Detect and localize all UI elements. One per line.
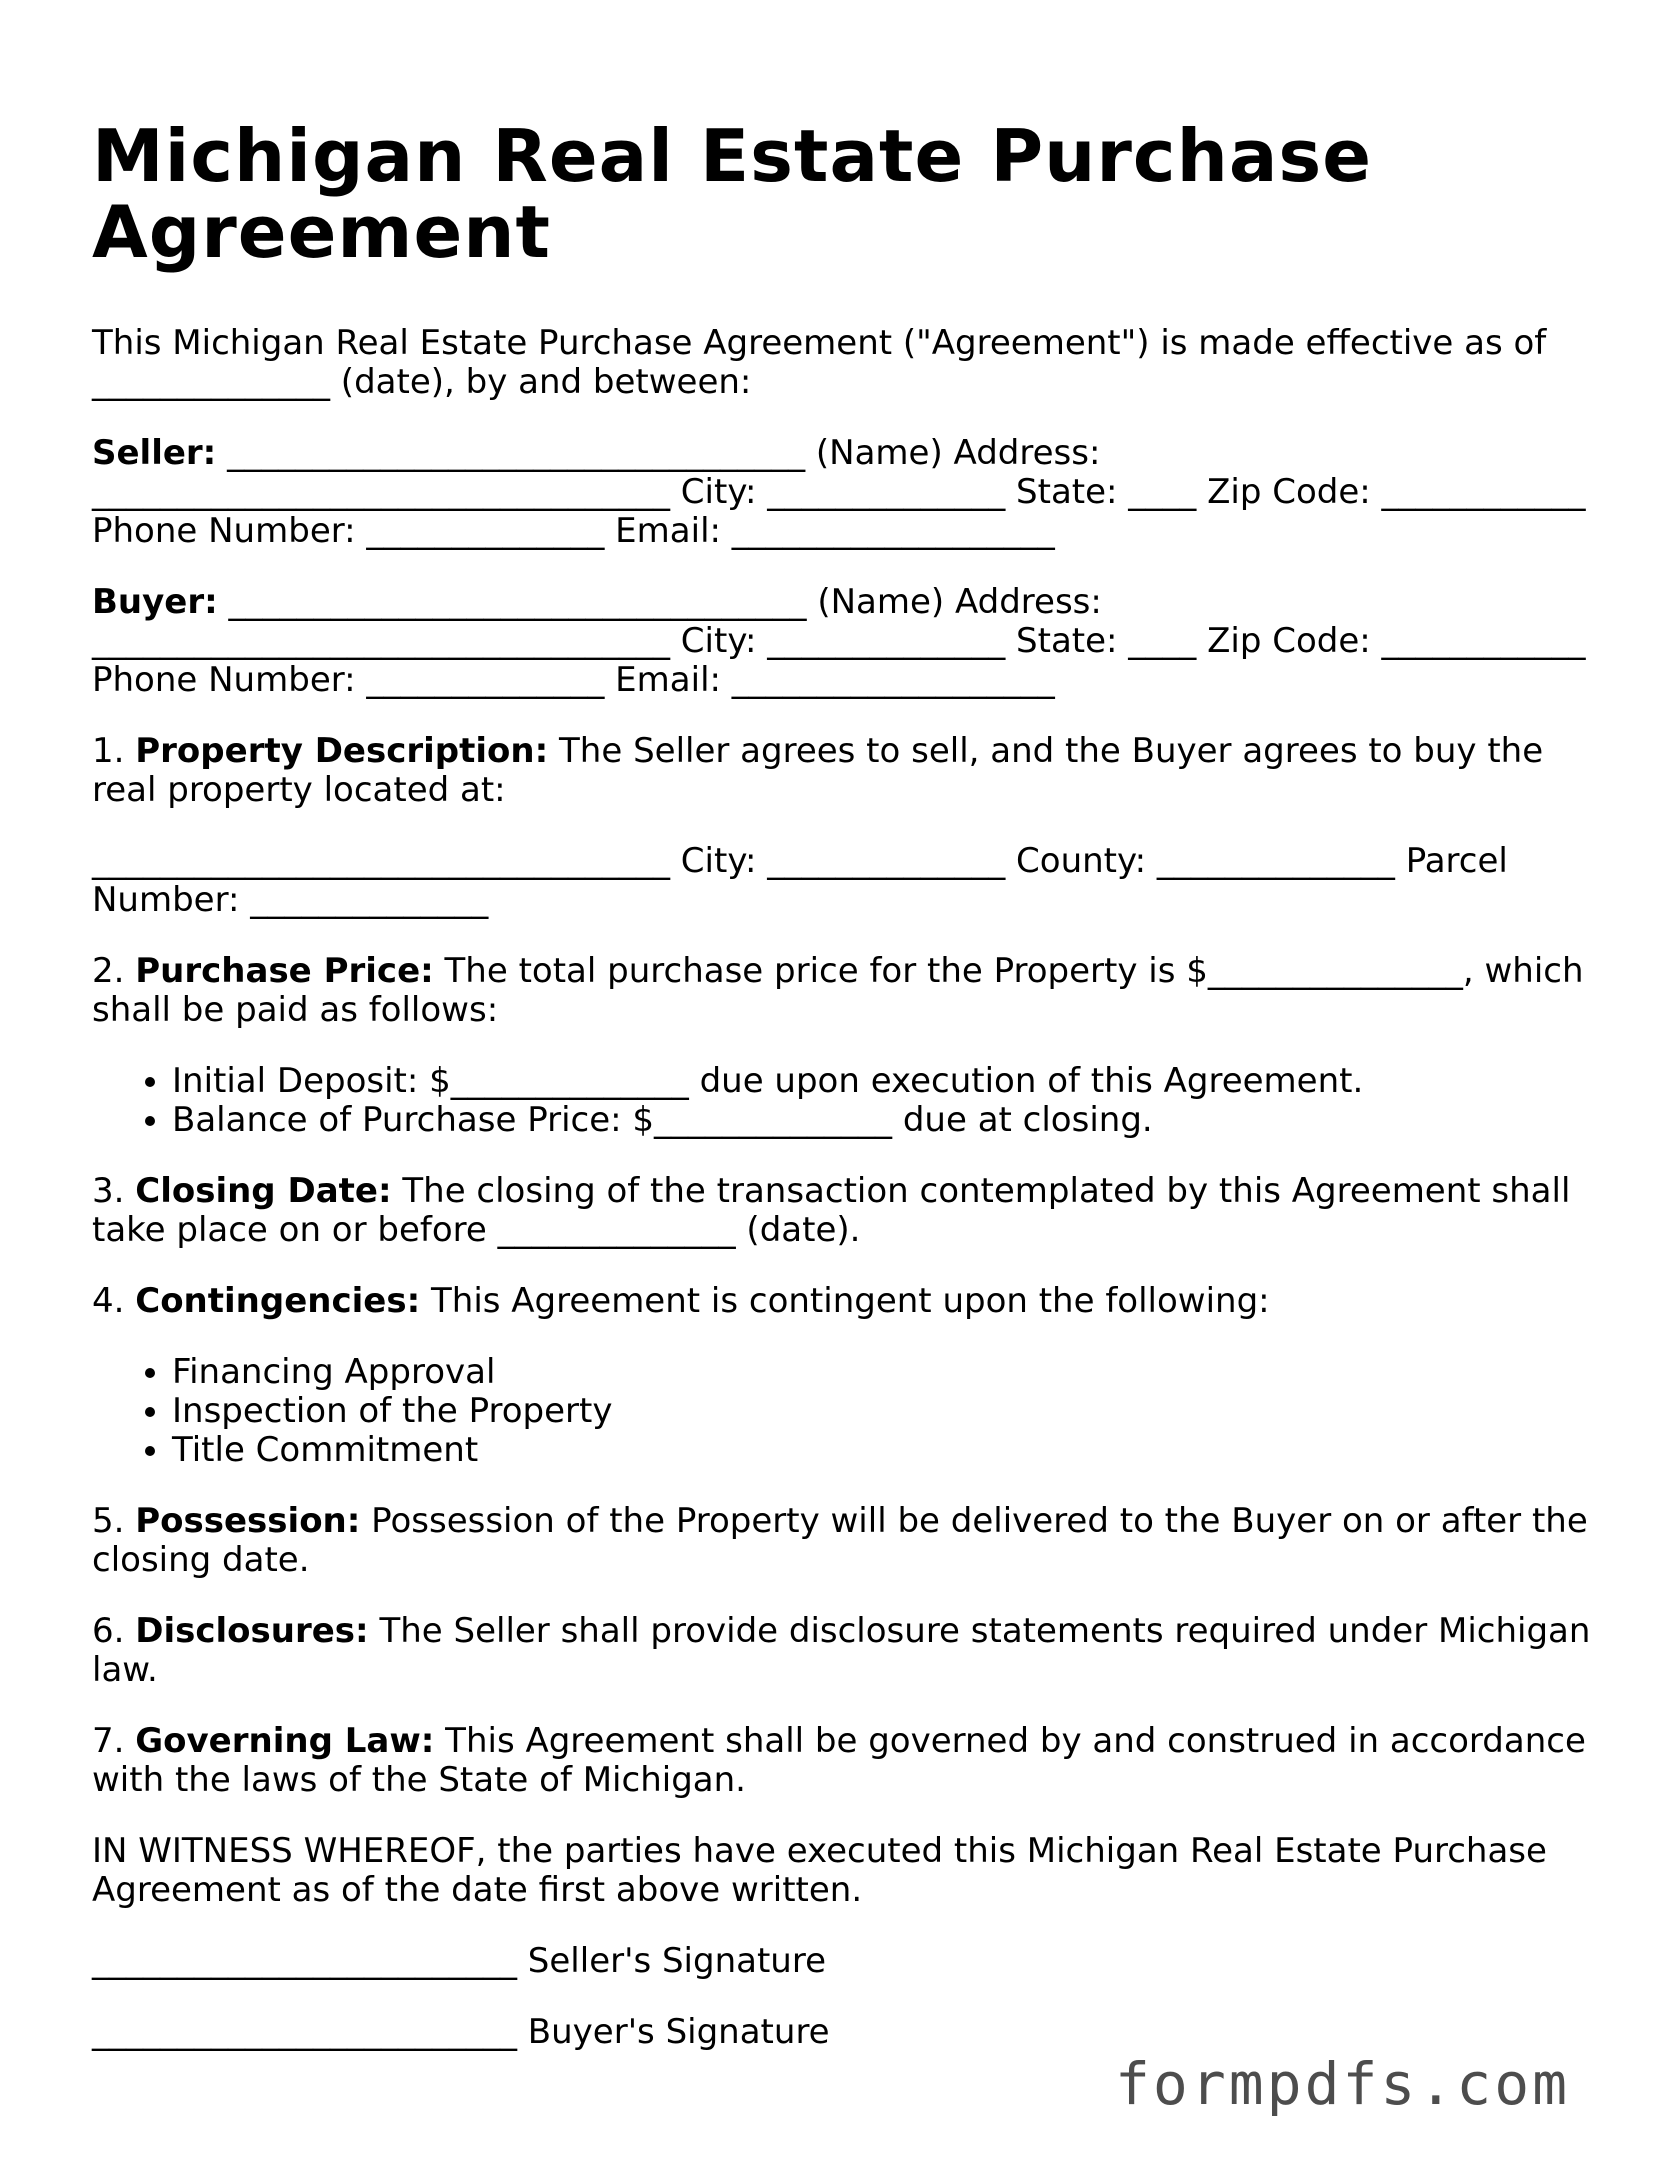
contingency-list xyxy=(92,1353,1592,1470)
section-text: The Seller shall provide disclosure statements required under Michigan law. xyxy=(92,1611,1591,1690)
buyer-label: Buyer: xyxy=(92,582,218,622)
section-number: 2. xyxy=(92,951,136,991)
list-item: • Financing Approval xyxy=(172,1353,1592,1392)
section-closing-date xyxy=(92,1172,1592,1250)
section-number: 4. xyxy=(92,1281,136,1321)
section-text: This Agreement is contingent upon the following: xyxy=(420,1281,1270,1321)
witness-paragraph: IN WITNESS WHEREOF, the parties have executed this Michigan Real Estate Purchase Agreement as of the date first above written. xyxy=(92,1831,1547,1910)
section-heading: Purchase Price: xyxy=(135,951,434,991)
section-text: Possession of the Property will be delivered to the Buyer on or after the closing date. xyxy=(92,1501,1588,1580)
section-heading: Property Description: xyxy=(135,731,549,771)
section-heading: Contingencies: xyxy=(135,1281,421,1321)
property-fields: __________________________________ City: ______________ County: ______________ Parcel Number: ______________ xyxy=(92,841,1508,920)
seller-fields: __________________________________ (Name) Address: __________________________________ City: ______________ State: ____ Zip Code: ____________ Phone Number: ______________ Email: ___________________ xyxy=(92,433,1586,551)
section-heading: Possession: xyxy=(135,1501,361,1541)
section-contingencies xyxy=(92,1282,1592,1321)
section-heading: Closing Date: xyxy=(135,1171,392,1211)
section-heading: Governing Law: xyxy=(135,1721,435,1761)
section-property-description xyxy=(92,732,1592,810)
section-text: The closing of the transaction contemplated by this Agreement shall take place on or before ______________ (date). xyxy=(92,1171,1571,1250)
document-title: Michigan Real Estate Purchase Agreement xyxy=(92,114,1373,274)
section-number: 7. xyxy=(92,1721,136,1761)
buyer-signature-line: _________________________ Buyer's Signature xyxy=(92,2012,830,2052)
section-number: 1. xyxy=(92,731,136,771)
payment-list xyxy=(92,1062,1592,1140)
section-text: The total purchase price for the Property is $_______________, which shall be paid as follows: xyxy=(92,951,1584,1030)
seller-signature-line: _________________________ Seller's Signature xyxy=(92,1941,826,1981)
buyer-block xyxy=(92,583,1592,700)
section-text: This Agreement shall be governed by and construed in accordance with the laws of the State of Michigan. xyxy=(92,1721,1586,1800)
seller-label: Seller: xyxy=(92,433,217,473)
list-item: • Inspection of the Property xyxy=(172,1392,1592,1431)
section-purchase-price xyxy=(92,952,1592,1030)
section-disclosures xyxy=(92,1612,1592,1690)
document-page xyxy=(92,114,1592,2084)
list-item: • Balance of Purchase Price: $______________ due at closing. xyxy=(172,1101,1592,1140)
buyer-fields: __________________________________ (Name) Address: __________________________________ City: ______________ State: ____ Zip Code: ____________ Phone Number: ______________ Email: ___________________ xyxy=(92,582,1586,700)
section-number: 5. xyxy=(92,1501,136,1541)
intro-paragraph: This Michigan Real Estate Purchase Agreement ("Agreement") is made effective as of ______________ (date), by and between: xyxy=(92,323,1547,402)
list-item: • Initial Deposit: $______________ due upon execution of this Agreement. xyxy=(172,1062,1592,1101)
section-possession xyxy=(92,1502,1592,1580)
watermark-logo: formpdfs.com xyxy=(1115,2050,1571,2118)
section-number: 6. xyxy=(92,1611,136,1651)
section-number: 3. xyxy=(92,1171,136,1211)
section-governing-law xyxy=(92,1722,1592,1800)
list-item: • Title Commitment xyxy=(172,1431,1592,1470)
section-text: The Seller agrees to sell, and the Buyer agrees to buy the real property located at: xyxy=(92,731,1544,810)
section-heading: Disclosures: xyxy=(135,1611,369,1651)
seller-block xyxy=(92,434,1592,551)
